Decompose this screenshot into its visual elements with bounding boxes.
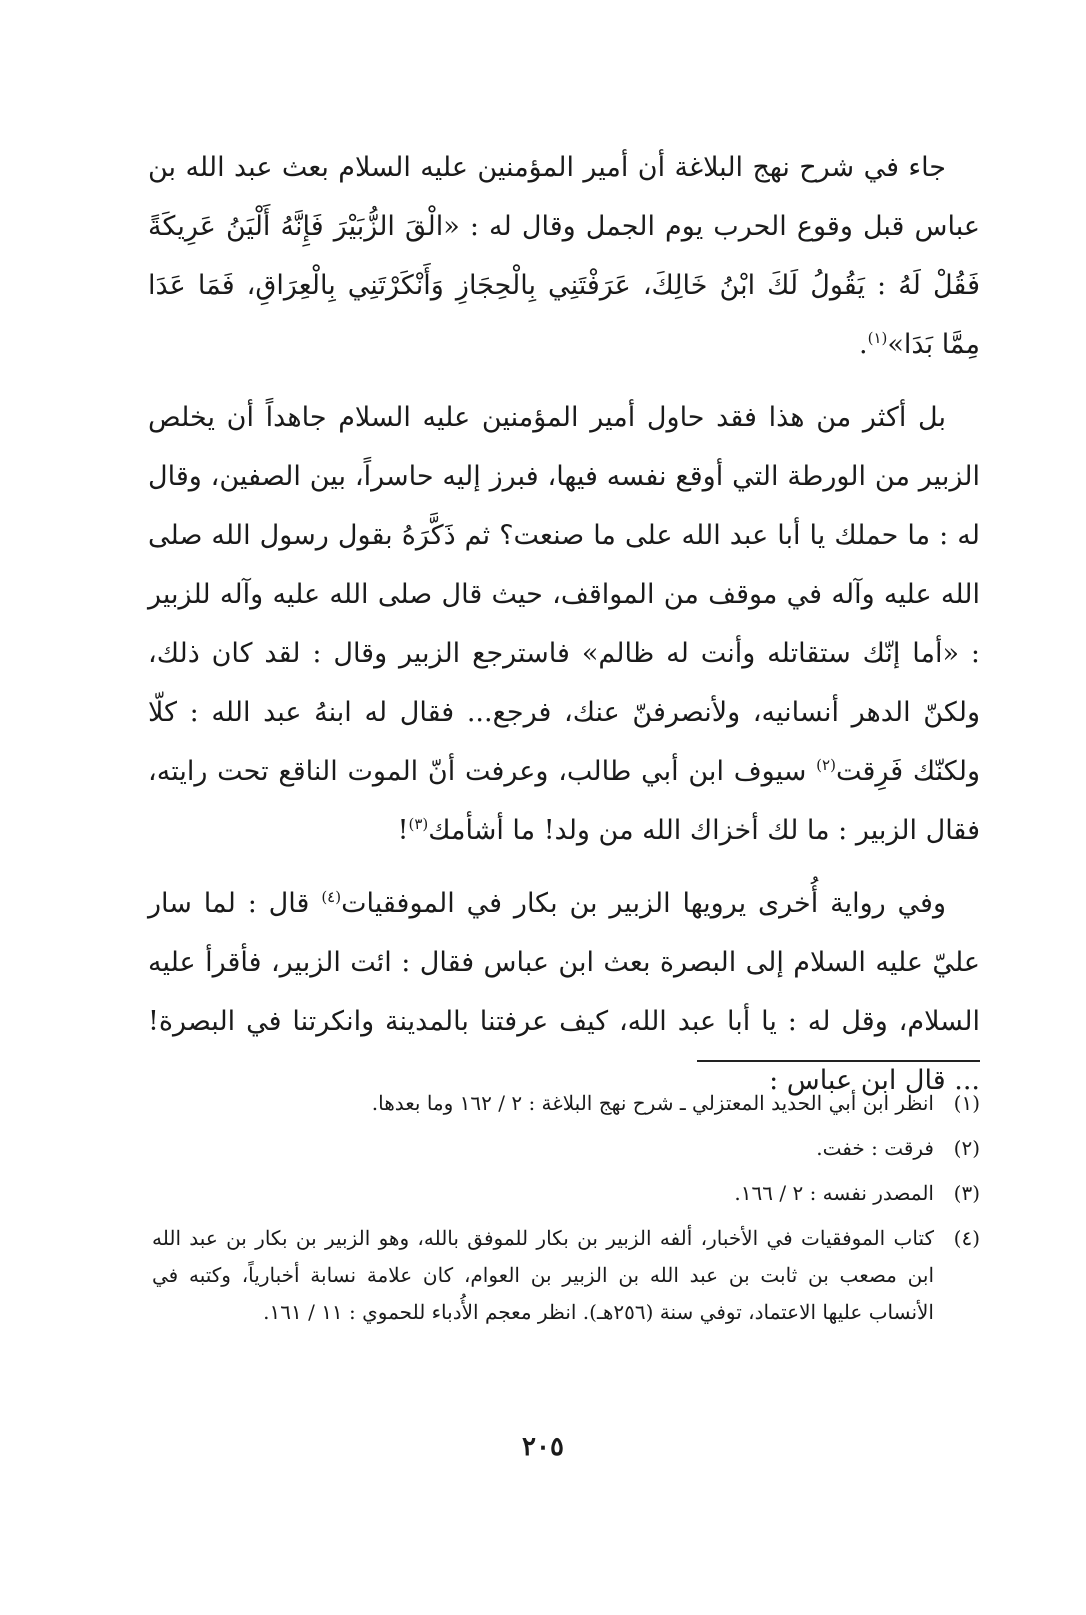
paragraph-2: [148, 388, 980, 860]
paragraph-tail-2: !: [397, 815, 409, 846]
paragraph-3: [148, 874, 980, 1110]
footnote-4: [152, 1220, 980, 1331]
paragraph-text: جاء في شرح نهج البلاغة أن أمير المؤمنين عليه السلام بعث عبد الله بن عباس قبل وقوع الحرب يوم الجمل وقال له : «الْقَ الزُّبَيْرَ فَإِنَّهُ أَلْيَنُ عَرِيكَةً فَقُلْ لَهُ : يَقُولُ لَكَ ابْنُ خَالِكَ، عَرَفْتَنِي بِالْحِجَازِ وَأَنْكَرْتَنِي بِالْعِرَاقِ، فَمَا عَدَا مِمَّا بَدَا»: [148, 152, 980, 360]
footnote-text: انظر ابن أبي الحديد المعتزلي ـ شرح نهج البلاغة : ٢ / ١٦٢ وما بعدها.: [371, 1091, 934, 1115]
footnote-separator: [697, 1060, 980, 1062]
page-number: ٢٠٥: [522, 1432, 564, 1462]
footnote-2: [152, 1130, 980, 1167]
main-text: [148, 138, 980, 1124]
footnote-text: المصدر نفسه : ٢ / ١٦٦.: [734, 1181, 934, 1205]
footnote-number: (١): [953, 1091, 980, 1115]
paragraph-tail: سيوف ابن أبي طالب، وعرفت أنّ الموت الناقع تحت رايته، فقال الزبير : ما لك أخزاك الله من ولد! ما أشأمك: [148, 756, 980, 846]
footnote-number: (٤): [953, 1226, 980, 1250]
footnote-text: كتاب الموفقيات في الأخبار، ألفه الزبير بن بكار للموفق بالله، وهو الزبير بن بكار بن عبد الله ابن مصعب بن ثابت بن عبد الله بن الزبير بن العوام، كان علامة نسابة أخبارياً، وكتبه في الأنساب عليها الاعتماد، توفي سنة (٢٥٦هـ). انظر معجم الأُدباء للحموي : ١١ / ١٦١.: [152, 1226, 934, 1324]
paragraph-text: وفي رواية أُخرى يرويها الزبير بن بكار في الموفقيات: [341, 888, 946, 919]
paragraph-text: بل أكثر من هذا فقد حاول أمير المؤمنين عليه السلام جاهداً أن يخلص الزبير من الورطة التي أوقع نفسه فيها، فبرز إليه حاسراً، بين الصفين، وقال له : ما حملك يا أبا عبد الله على ما صنعت؟ ثم ذَكَّرَهُ بقول رسول الله صلى الله عليه وآله في موقف من المواقف، حيث قال صلى الله عليه وآله للزبير : «أما إنّك ستقاتله وأنت له ظالم» فاسترجع الزبير وقال : لقد كان ذلك، ولكنّ الدهر أنسانيه، ولأنصرفنّ عنك، فرجع... فقال له ابنهُ عبد الله : كلّا ولكنّك فَرِقت: [148, 402, 980, 787]
footnote-ref-3: (٣): [408, 815, 429, 833]
footnotes: [152, 1085, 980, 1339]
paragraph-1: [148, 138, 980, 374]
paragraph-tail: قال : لما سار عليّ عليه السلام إلى البصرة بعث ابن عباس فقال : ائت الزبير، فأقرأ عليه السلام، وقل له : يا أبا عبد الله، كيف عرفتنا بالمدينة وانكرتنا في البصرة! ... قال ابن عباس :: [148, 888, 980, 1096]
footnote-1: [152, 1085, 980, 1122]
paragraph-tail: .: [859, 329, 868, 360]
footnote-ref-4: (٤): [321, 888, 342, 906]
footnote-number: (٢): [953, 1136, 980, 1160]
footnote-ref-2: (٢): [816, 756, 836, 774]
footnote-3: [152, 1175, 980, 1212]
footnote-ref-1: (١): [867, 329, 888, 347]
footnote-text: فرقت : خفت.: [816, 1136, 934, 1160]
footnote-number: (٣): [953, 1181, 980, 1205]
